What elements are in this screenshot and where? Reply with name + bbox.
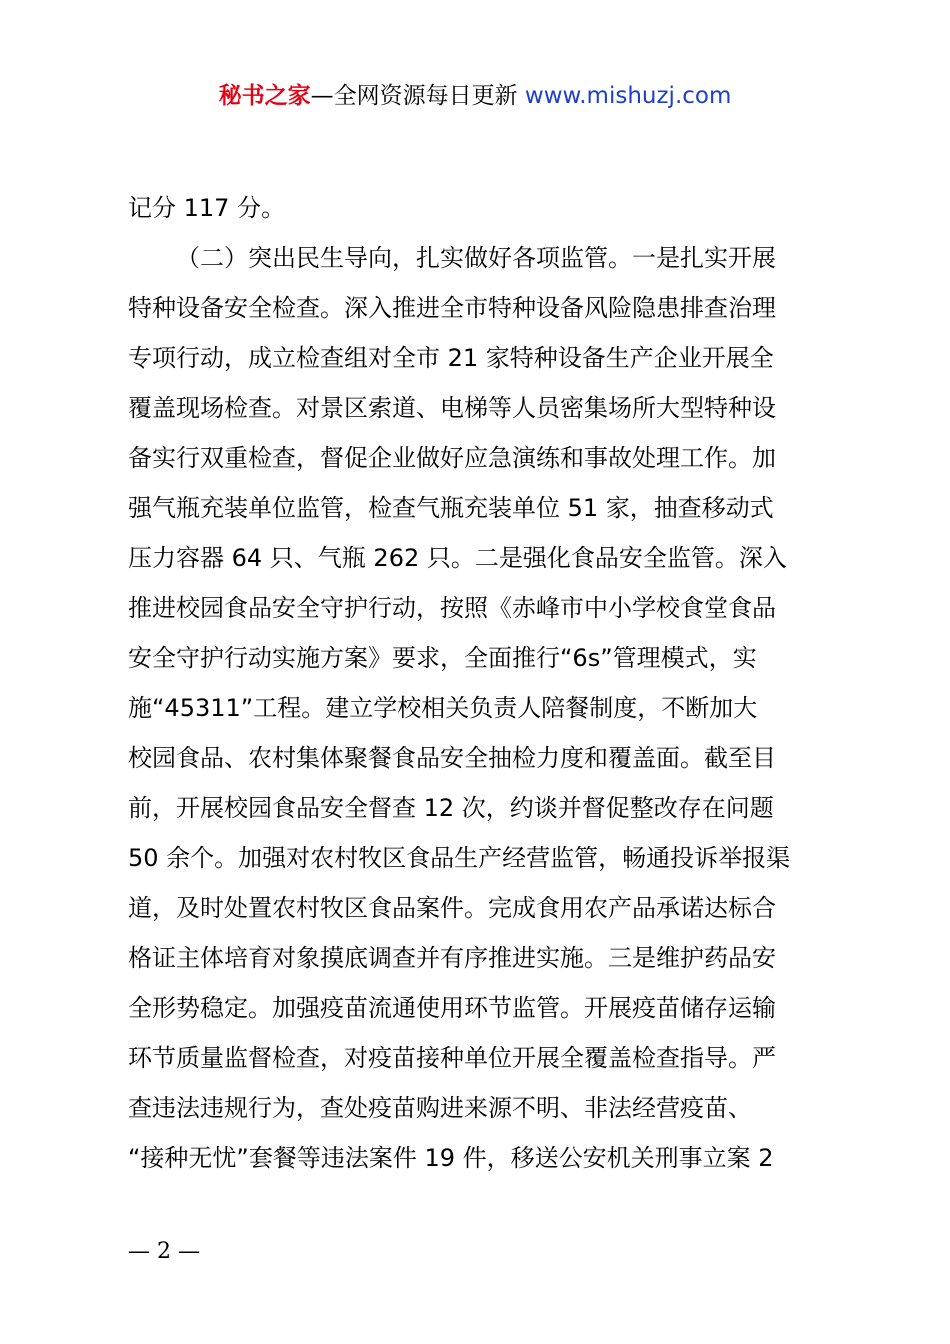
document-body <box>128 183 828 1183</box>
text-line: 全形势稳定。加强疫苗流通使用环节监管。开展疫苗储存运输 <box>128 994 776 1022</box>
text-line: 环节质量监督检查，对疫苗接种单位开展全覆盖检查指导。严 <box>128 1044 776 1072</box>
text-line: 覆盖现场检查。对景区索道、电梯等人员密集场所大型特种设 <box>128 394 776 422</box>
text-line: 50 余个。加强对农村牧区食品生产经营监管，畅通投诉举报渠 <box>128 844 791 872</box>
text-line: 道，及时处置农村牧区食品案件。完成食用农产品承诺达标合 <box>128 894 776 922</box>
text-line: “接种无忧”套餐等违法案件 19 件，移送公安机关刑事立案 2 <box>128 1144 774 1172</box>
text-line: 强气瓶充装单位监管，检查气瓶充装单位 51 家，抽查移动式 <box>128 494 774 522</box>
text-line: 校园食品、农村集体聚餐食品安全抽检力度和覆盖面。截至目 <box>128 744 776 772</box>
text-line: 安全守护行动实施方案》要求，全面推行“6s”管理模式，实 <box>128 644 757 672</box>
text-line: 施“45311”工程。建立学校相关负责人陪餐制度，不断加大 <box>128 694 758 722</box>
text-line: 记分 117 分。 <box>128 194 286 222</box>
text-line: 前，开展校园食品安全督查 12 次，约谈并督促整改存在问题 <box>128 794 774 822</box>
site-url[interactable]: www.mishuzj.com <box>517 83 732 109</box>
page-number: — 2 — <box>128 1239 200 1264</box>
text-line: 专项行动，成立检查组对全市 21 家特种设备生产企业开展全 <box>128 344 774 372</box>
text-line: 压力容器 64 只、气瓶 262 只。二是强化食品安全监管。深入 <box>128 544 787 572</box>
site-header <box>0 80 950 112</box>
text-line: （二）突出民生导向，扎实做好各项监管。一是扎实开展 <box>176 244 776 272</box>
text-line: 查违法违规行为，查处疫苗购进来源不明、非法经营疫苗、 <box>128 1094 752 1122</box>
text-line: 特种设备安全检查。深入推进全市特种设备风险隐患排查治理 <box>128 294 776 322</box>
text-line: 格证主体培育对象摸底调查并有序推进实施。三是维护药品安 <box>128 944 776 972</box>
text-line: 备实行双重检查，督促企业做好应急演练和事故处理工作。加 <box>128 444 776 472</box>
site-slogan: —全网资源每日更新 <box>310 83 518 109</box>
site-brand: 秘书之家 <box>218 83 311 109</box>
text-line: 推进校园食品安全守护行动，按照《赤峰市中小学校食堂食品 <box>128 594 776 622</box>
